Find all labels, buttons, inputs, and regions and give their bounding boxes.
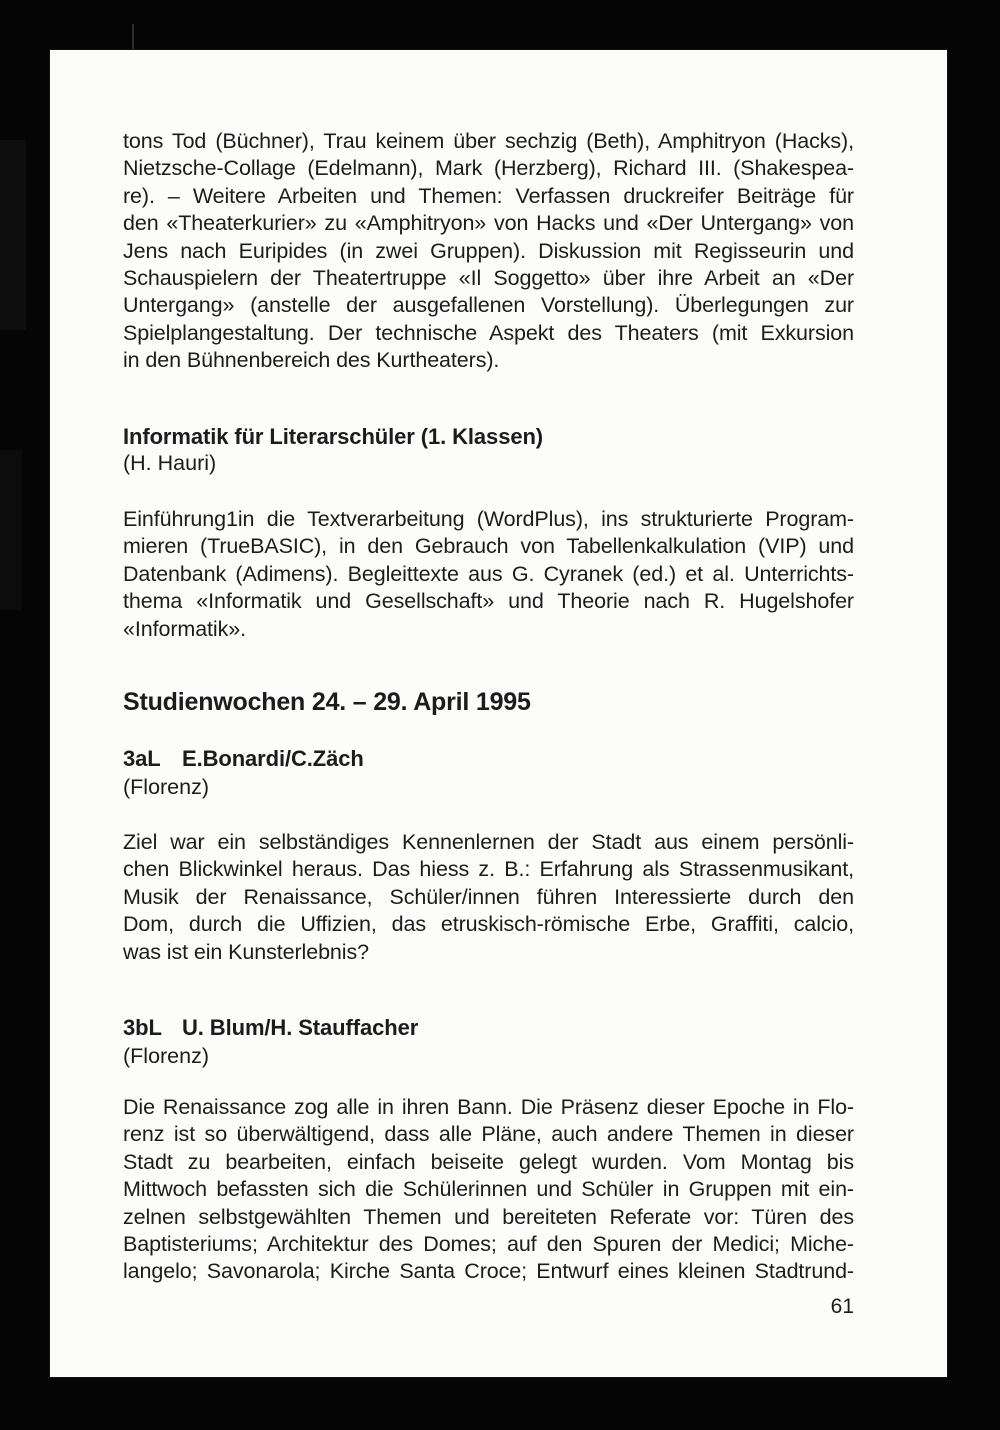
- text-line: Untergang» (anstelle der ausgefallenen Vorstellung). Überlegungen zur: [123, 293, 854, 318]
- text-line: thema «Informatik und Gesellschaft» und Theorie nach R. Hugelshofer: [123, 589, 854, 614]
- teachers-3bl: U. Blum/H. Stauffacher: [182, 1015, 419, 1040]
- paragraph-informatik: [123, 506, 854, 643]
- text-line: Spielplangestaltung. Der technische Aspekt des Theaters (mit Exkursion: [123, 320, 854, 345]
- paragraph-3bl: [123, 1094, 854, 1286]
- class-label-3bl: 3bL: [123, 1015, 162, 1040]
- text-line: mieren (TrueBASIC), in den Gebrauch von Tabellenkalkulation (VIP) und: [123, 534, 854, 559]
- text-line: Ziel war ein selbständiges Kennenlernen der Stadt aus einem persönli-: [123, 830, 854, 854]
- text-line: Dom, durch die Uffizien, das etruskisch-römische Erbe, Graffiti, calcio,: [123, 912, 854, 937]
- text-line: re). – Weitere Arbeiten und Themen: Verfassen druckreifer Beiträge für: [123, 183, 854, 208]
- text-line: Schauspielern der Theatertruppe «Il Soggetto» über ihre Arbeit an «Der: [123, 266, 854, 291]
- text-line: Jens nach Euripides (in zwei Gruppen). Diskussion mit Regisseurin und: [123, 238, 854, 263]
- class-label-3al: 3aL: [123, 746, 161, 771]
- text-line: tons Tod (Büchner), Trau keinem über sechzig (Beth), Amphitryon (Hacks),: [123, 129, 854, 153]
- section-title-informatik: Informatik für Literarschüler (1. Klassen): [123, 424, 544, 449]
- text-line: chen Blickwinkel heraus. Das hiess z. B.: Erfahrung als Strassenmusikant,: [123, 857, 854, 882]
- text-line: langelo; Savonarola; Kirche Santa Croce; Entwurf eines kleinen Stadtrund-: [123, 1259, 854, 1284]
- main-heading-studienwochen: Studienwochen 24. – 29. April 1995: [123, 688, 531, 716]
- author-line-informatik: (H. Hauri): [123, 451, 217, 475]
- text-line: was ist ein Kunsterlebnis?: [123, 939, 369, 964]
- text-line: Einführung1in die Textverarbeitung (WordPlus), ins strukturierte Program-: [123, 507, 854, 531]
- text-line: Baptisteriums; Architektur des Domes; auf den Spuren der Medici; Miche-: [123, 1232, 854, 1257]
- teachers-3al: E.Bonardi/C.Zäch: [182, 746, 364, 771]
- text-line: Musik der Renaissance, Schüler/innen führen Interessierte durch den: [123, 884, 854, 909]
- text-line: Die Renaissance zog alle in ihren Bann. Die Präsenz dieser Epoche in Flo-: [123, 1095, 854, 1119]
- text-line: Datenbank (Adimens). Begleittexte aus G. Cyranek (ed.) et al. Unterrichts-: [123, 561, 854, 586]
- scan-artifact-smudge: [0, 140, 26, 330]
- location-line-3bl: (Florenz): [123, 1044, 210, 1068]
- text-line: zelnen selbstgewählten Themen und bereiteten Referate vor: Türen des: [123, 1204, 854, 1229]
- scan-artifact-smudge: [0, 450, 22, 610]
- text-line: in den Bühnenbereich des Kurtheaters).: [123, 348, 500, 373]
- document-page: [50, 50, 947, 1377]
- text-line: renz ist so überwältigend, dass alle Pläne, auch andere Themen in dieser: [123, 1122, 854, 1147]
- text-line: Nietzsche-Collage (Edelmann), Mark (Herzberg), Richard III. (Shakespea-: [123, 156, 854, 181]
- entry-heading-3al: [123, 745, 854, 772]
- paragraph-3al: [123, 829, 854, 966]
- text-line: Stadt zu bearbeiten, einfach beiseite gelegt wurden. Vom Montag bis: [123, 1149, 854, 1174]
- text-line: den «Theaterkurier» zu «Amphitryon» von Hacks und «Der Untergang» von: [123, 211, 854, 236]
- intro-paragraph: [123, 128, 854, 375]
- page-number: 61: [830, 1295, 854, 1318]
- scan-artifact-scratch: [132, 24, 134, 52]
- location-line-3al: (Florenz): [123, 775, 210, 799]
- text-line: Mittwoch befassten sich die Schülerinnen und Schüler in Gruppen mit ein-: [123, 1177, 854, 1202]
- entry-heading-3bl: [123, 1014, 854, 1041]
- text-line: «Informatik».: [123, 616, 246, 641]
